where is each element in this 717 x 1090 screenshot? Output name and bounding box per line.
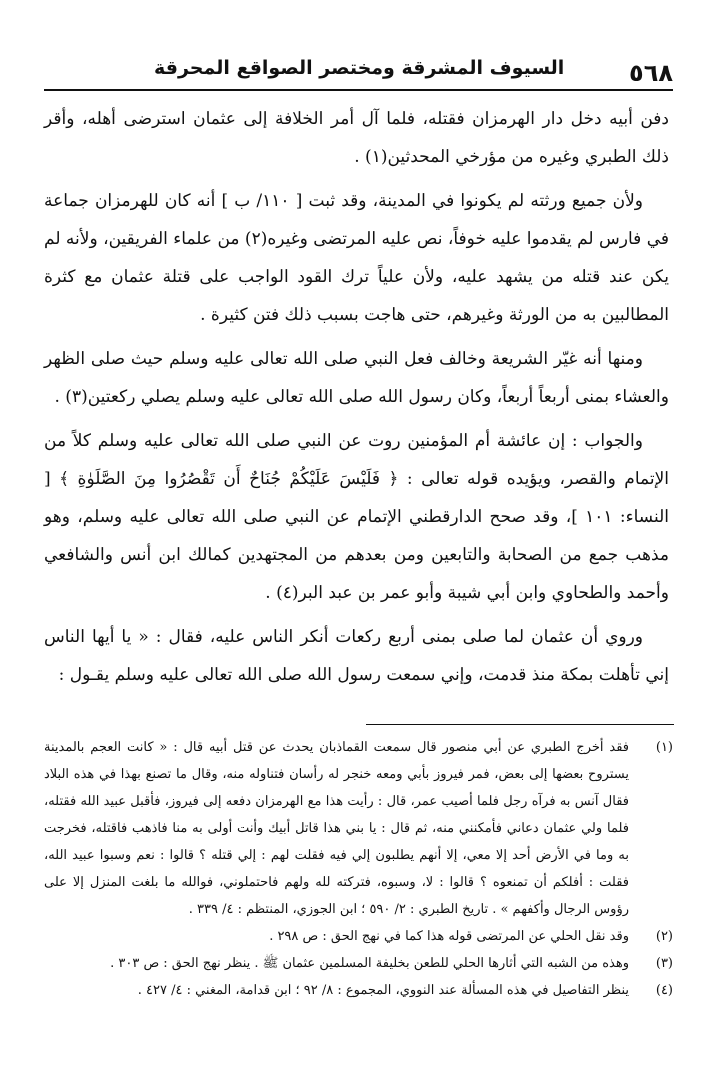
- paragraph: ومنها أنه غيّر الشريعة وخالف فعل النبي صلى الله تعالى عليه وسلم حيث صلى الظهر والعشاء بمنى أربعاً أربعاً، وكان رسول الله صلى الله تعالى عليه وسلم يصلي ركعتين(٣) .: [44, 349, 669, 407]
- page-number: ٥٦٨: [629, 59, 673, 87]
- footnote-number: (٤): [655, 983, 673, 998]
- footnote-text: ينظر التفاصيل في هذه المسألة عند النووي، المجموع : ٨/ ٩٢ ؛ ابن قدامة، المغني : ٤/ ٤٢٧ .: [137, 983, 629, 998]
- footnote-number: (١): [655, 740, 673, 755]
- footnote-number: (٢): [655, 929, 673, 944]
- footnote-number: (٣): [655, 956, 673, 971]
- page-header: [44, 55, 673, 91]
- main-text: [44, 100, 669, 700]
- paragraph: ولأن جميع ورثته لم يكونوا في المدينة، وقد ثبت [ ١١٠/ ب ] أنه كان للهرمزان جماعة في فارس لم يقدموا عليه خوفاً، نص عليه المرتضى وغيره(٢) من علماء الفريقين، ولأنه لم يكن عند قتله من يشهد عليه، ولأن علياً ترك القود الواجب على قتلة عثمان مع كثرة المطالبين به من الورثة وغيرهم، حتى هاجت بسبب ذلك فتن كثيرة .: [44, 191, 669, 325]
- footnotes: [44, 734, 673, 1004]
- footnote-text: فقد أخرج الطبري عن أبي منصور قال سمعت القماذبان يحدث عن قتل أبيه قال : « كانت العجم بالمدينة يستروح بعضها إلى بعض، فمر فيروز بأبي ومعه خنجر له رأسان فتناوله منه، وقال ما تصنع بهذا في هذه البلاد فقال آنس به فرآه رجل فلما أصيب عمر، قال : رأيت هذا مع الهرمزان دفعه إلى فيروز، فأقبل عبيد الله فقتله، فلما ولي عثمان دعاني فأمكنني منه، ثم قال : يا بني هذا قاتل أبيك وأنت أولى به منا فاذهب فاقتله، فخرجت به وما في الأرض أحد إلا معي، إلا أنهم يطلبون إلي فيه فقلت لهم : إلي قتله ؟ قالوا : نعم وسبوا عبيد الله، فقلت : أفلكم أن تمنعوه ؟ قالوا : لا، وسبوه، فتركته لله ولهم فاحتملوني، فوالله ما بلغت المنزل إلا على رؤوس الرجال وأكفهم » . تاريخ الطبري : ٢/ ٥٩٠ ؛ ابن الجوزي، المنتظم : ٤/ ٣٣٩ .: [44, 740, 629, 917]
- footnote: [44, 734, 673, 923]
- running-title: السيوف المشرقة ومختصر الصواقع المحرقة: [154, 57, 565, 79]
- footnote-text: وهذه من الشبه التي أثارها الحلي للطعن بخليفة المسلمين عثمان ﷺ . ينظر نهج الحق : ص ٣٠٣ .: [110, 956, 629, 971]
- footnote-separator: [366, 724, 674, 725]
- footnote: [44, 950, 673, 977]
- paragraph: دفن أبيه دخل دار الهرمزان فقتله، فلما آل أمر الخلافة إلى عثمان استرضى أهله، وأقر ذلك الطبري وغيره من مؤرخي المحدثين(١) .: [44, 109, 669, 167]
- footnote: [44, 923, 673, 950]
- header-rule: [44, 89, 673, 91]
- footnote: [44, 977, 673, 1004]
- footnote-text: وقد نقل الحلي عن المرتضى قوله هذا كما في نهج الحق : ص ٢٩٨ .: [269, 929, 629, 944]
- paragraph: وروي أن عثمان لما صلى بمنى أربع ركعات أنكر الناس عليه، فقال : « يا أيها الناس إني تأهلت بمكة منذ قدمت، وإني سمعت رسول الله صلى الله تعالى عليه وسلم يقـول :: [44, 627, 669, 685]
- paragraph: والجواب : إن عائشة أم المؤمنين روت عن النبي صلى الله تعالى عليه وسلم كلاً من الإتمام والقصر، ويؤيده قوله تعالى : ﴿ فَلَيْسَ عَلَيْكُمْ جُنَاحٌ أَن تَقْصُرُوا مِنَ الصَّلَوٰةِ ﴾ [ النساء: ١٠١ ]، وقد صحح الدارقطني الإتمام عن النبي صلى الله تعالى عليه وسلم، وهو مذهب جمع من الصحابة والتابعين ومن بعدهم من المجتهدين كمالك ابن أنس والشافعي وأحمد والطحاوي وابن أبي شيبة وأبو عمر بن عبد البر(٤) .: [44, 431, 669, 603]
